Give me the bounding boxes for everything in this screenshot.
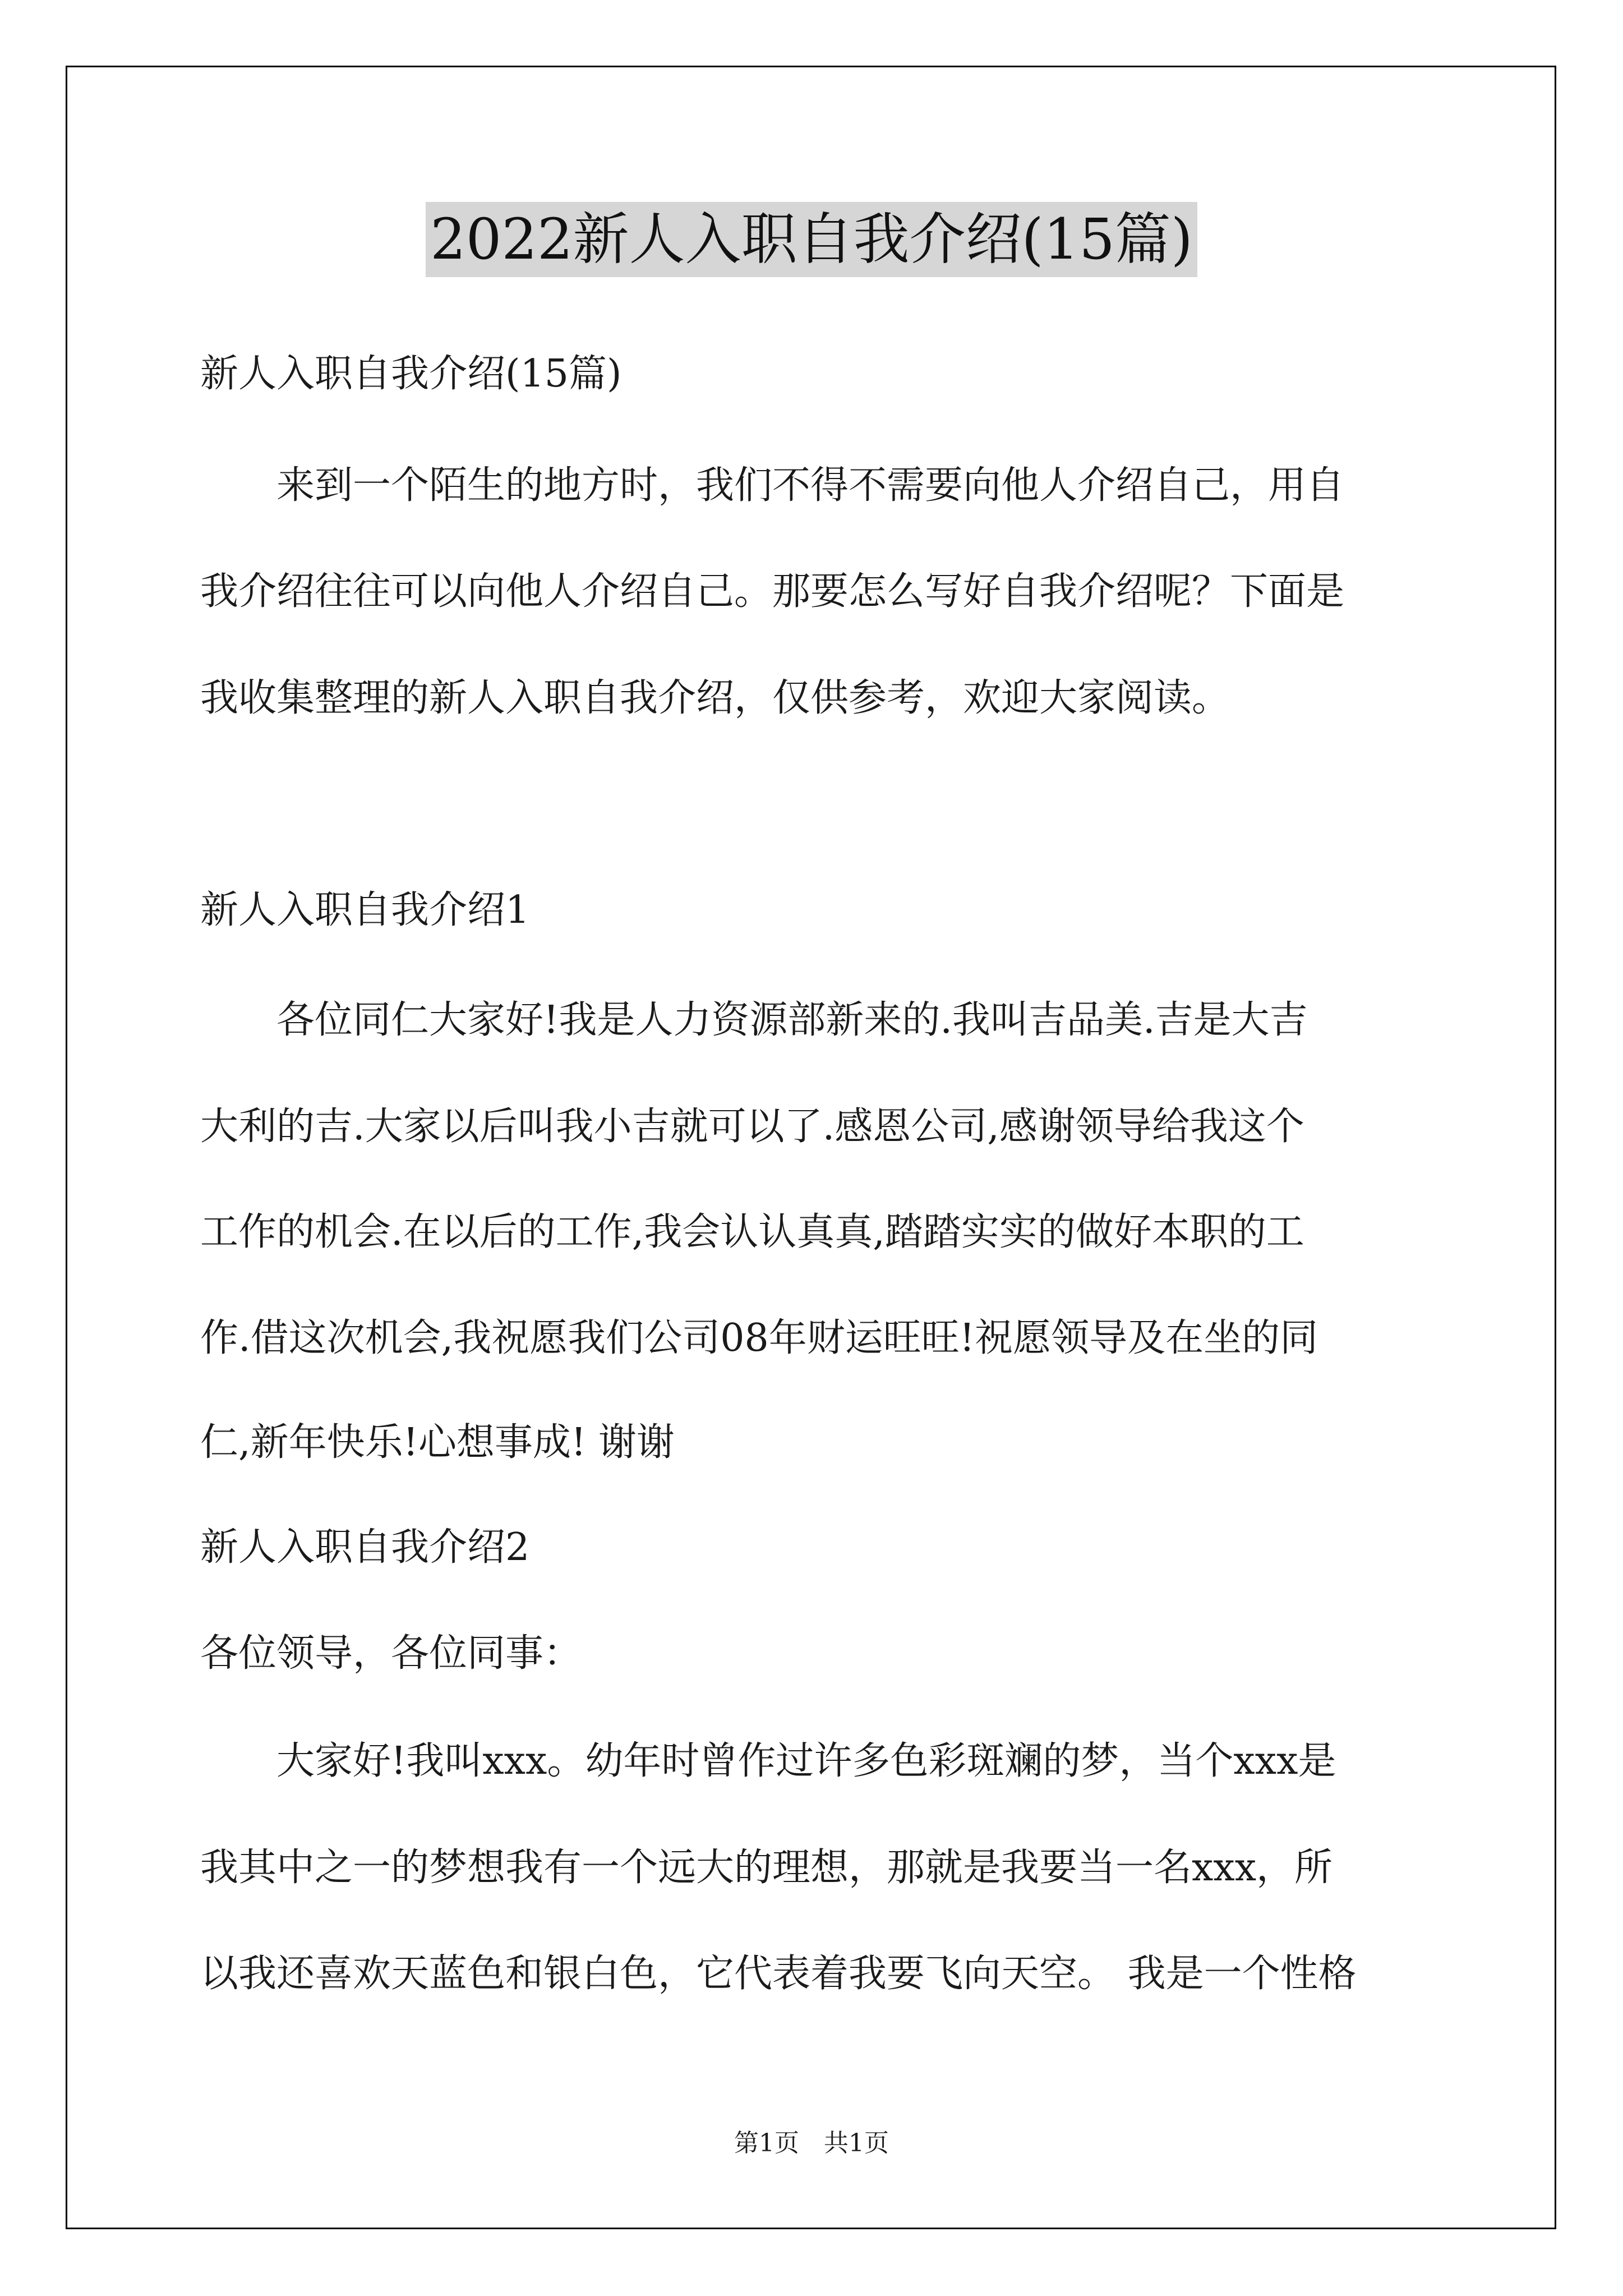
subtitle-line: 新人入职自我介绍(15篇) [200, 352, 622, 396]
paragraph-line: 我收集整理的新人入职自我介绍，仅供参考，欢迎大家阅读。 [200, 676, 1230, 720]
paragraph-line: 我介绍往往可以向他人介绍自己。那要怎么写好自我介绍呢？下面是 [200, 569, 1345, 614]
document-title: 2022新人入职自我介绍(15篇) [426, 202, 1197, 277]
title-wrap [0, 202, 1623, 277]
paragraph-line: 大利的吉.大家以后叫我小吉就可以了.感恩公司,感谢领导给我这个 [200, 1105, 1304, 1149]
paragraph-line: 大家好!我叫xxx。幼年时曾作过许多色彩斑斓的梦，当个xxx是 [200, 1739, 1336, 1783]
section-heading-2: 新人入职自我介绍2 [200, 1525, 530, 1570]
paragraph-line: 作.借这次机会,我祝愿我们公司08年财运旺旺!祝愿领导及在坐的同 [200, 1316, 1318, 1360]
section-heading-1: 新人入职自我介绍1 [200, 888, 530, 932]
paragraph-line: 各位同仁大家好!我是人力资源部新来的.我叫吉品美.吉是大吉 [200, 998, 1308, 1042]
page-footer: 第1页 共1页 [734, 2129, 889, 2157]
paragraph-line: 工作的机会.在以后的工作,我会认认真真,踏踏实实的做好本职的工 [200, 1210, 1304, 1254]
salutation-line: 各位领导，各位同事： [200, 1631, 582, 1676]
paragraph-line: 以我还喜欢天蓝色和银白色，它代表着我要飞向天空。 我是一个性格 [200, 1952, 1357, 1996]
paragraph-line: 我其中之一的梦想我有一个远大的理想，那就是我要当一名xxx，所 [200, 1846, 1333, 1890]
paragraph-line: 仁,新年快乐!心想事成! 谢谢 [200, 1420, 675, 1465]
paragraph-line: 来到一个陌生的地方时，我们不得不需要向他人介绍自己，用自 [200, 463, 1345, 508]
